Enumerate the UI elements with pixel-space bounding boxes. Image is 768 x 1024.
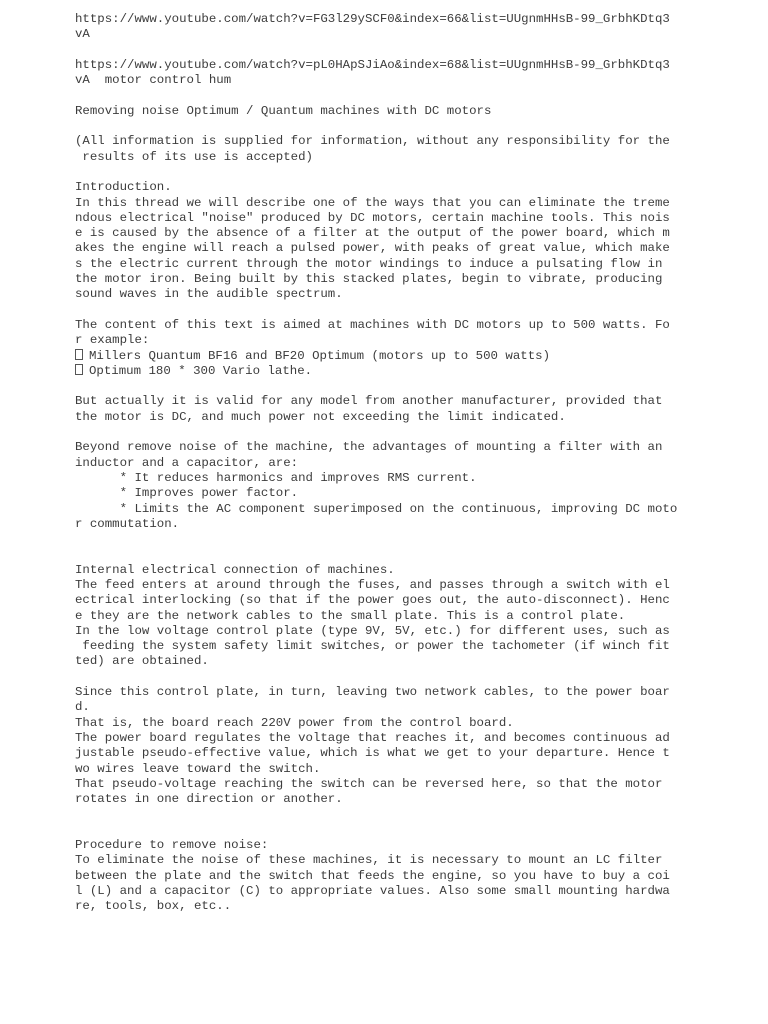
list-item: * Limits the AC component superimposed on the continuous, improving DC moto	[75, 501, 678, 516]
text-line: feeding the system safety limit switches, or power the tachometer (if winch fit	[75, 639, 670, 654]
text-line: ndous electrical "noise" produced by DC motors, certain machine tools. This nois	[75, 210, 670, 225]
text-line: d.	[75, 700, 90, 715]
text-line: (All information is supplied for information, without any responsibility for the	[75, 134, 670, 149]
text-line: To eliminate the noise of these machines, it is necessary to mount an LC filter	[75, 853, 663, 868]
link-url[interactable]: https://www.youtube.com/watch?v=pL0HApSJiAo&index=68&list=UUgnmHHsB-99_GrbhKDtq3	[75, 57, 670, 72]
text-line: Since this control plate, in turn, leaving two network cables, to the power boar	[75, 685, 670, 700]
section-heading: Internal electrical connection of machines.	[75, 562, 395, 577]
section-heading: Procedure to remove noise:	[75, 838, 269, 853]
text-line: Beyond remove noise of the machine, the advantages of mounting a filter with an	[75, 440, 663, 455]
text-line: In the low voltage control plate (type 9V, 5V, etc.) for different uses, such as	[75, 623, 670, 638]
link-url-continuation[interactable]: vA	[75, 27, 90, 42]
text-line: But actually it is valid for any model from another manufacturer, provided that	[75, 394, 663, 409]
introduction-section	[75, 180, 675, 302]
list-item	[75, 349, 675, 364]
disclaimer	[75, 134, 675, 165]
advantages-section	[75, 440, 678, 532]
text-line: rotates in one direction or another.	[75, 792, 343, 807]
text-line: e is caused by the absence of a filter at the output of the power board, which m	[75, 226, 670, 241]
text-line: s the electric current through the motor windings to induce a pulsating flow in	[75, 256, 663, 271]
text-line: ted) are obtained.	[75, 654, 209, 669]
link-url-continuation[interactable]: vA motor control hum	[75, 73, 232, 88]
list-item: * Improves power factor.	[75, 486, 299, 501]
text-line: the motor is DC, and much power not exceeding the limit indicated.	[75, 409, 566, 424]
text-line: results of its use is accepted)	[75, 149, 313, 164]
document-title: Removing noise Optimum / Quantum machines with DC motors	[75, 103, 492, 118]
list-item: * It reduces harmonics and improves RMS current.	[75, 470, 477, 485]
list-item-text: Optimum 180 * 300 Vario lathe.	[89, 363, 313, 378]
link-block-2	[75, 58, 675, 89]
text-line: l (L) and a capacitor (C) to appropriate values. Also some small mounting hardwa	[75, 883, 670, 898]
bullet-box-icon	[75, 349, 83, 360]
bullet-box-icon	[75, 364, 83, 375]
internal-connection-section	[75, 563, 675, 670]
text-line: akes the engine will reach a pulsed power, with peaks of great value, which make	[75, 241, 670, 256]
text-line: r commutation.	[75, 516, 180, 531]
control-plate-section	[75, 685, 675, 807]
text-line: The content of this text is aimed at machines with DC motors up to 500 watts. Fo	[75, 317, 670, 332]
text-line: e they are the network cables to the small plate. This is a control plate.	[75, 608, 626, 623]
text-line: the motor iron. Being built by this stacked plates, begin to vibrate, producing	[75, 272, 663, 287]
link-block-1	[75, 12, 675, 43]
section-heading: Introduction.	[75, 180, 172, 195]
validity-section	[75, 394, 675, 425]
text-line: inductor and a capacitor, are:	[75, 455, 299, 470]
text-line: That pseudo-voltage reaching the switch can be reversed here, so that the motor	[75, 776, 663, 791]
text-line: wo wires leave toward the switch.	[75, 761, 321, 776]
text-line: The power board regulates the voltage that reaches it, and becomes continuous ad	[75, 730, 670, 745]
list-item-text: Millers Quantum BF16 and BF20 Optimum (motors up to 500 watts)	[89, 348, 551, 363]
text-line: between the plate and the switch that feeds the engine, so you have to buy a coi	[75, 868, 670, 883]
procedure-section	[75, 838, 675, 914]
content-section	[75, 318, 675, 379]
text-line: ectrical interlocking (so that if the power goes out, the auto-disconnect). Henc	[75, 593, 670, 608]
list-item	[75, 364, 675, 379]
text-line: In this thread we will describe one of the ways that you can eliminate the treme	[75, 195, 670, 210]
text-line: That is, the board reach 220V power from the control board.	[75, 715, 514, 730]
text-line: The feed enters at around through the fuses, and passes through a switch with el	[75, 577, 670, 592]
link-url[interactable]: https://www.youtube.com/watch?v=FG3l29ySCF0&index=66&list=UUgnmHHsB-99_GrbhKDtq3	[75, 12, 670, 26]
text-line: justable pseudo-effective value, which is what we get to your departure. Hence t	[75, 746, 670, 761]
text-line: sound waves in the audible spectrum.	[75, 287, 343, 302]
text-line: re, tools, box, etc..	[75, 899, 232, 914]
text-line: r example:	[75, 333, 150, 348]
document-page	[75, 12, 678, 915]
